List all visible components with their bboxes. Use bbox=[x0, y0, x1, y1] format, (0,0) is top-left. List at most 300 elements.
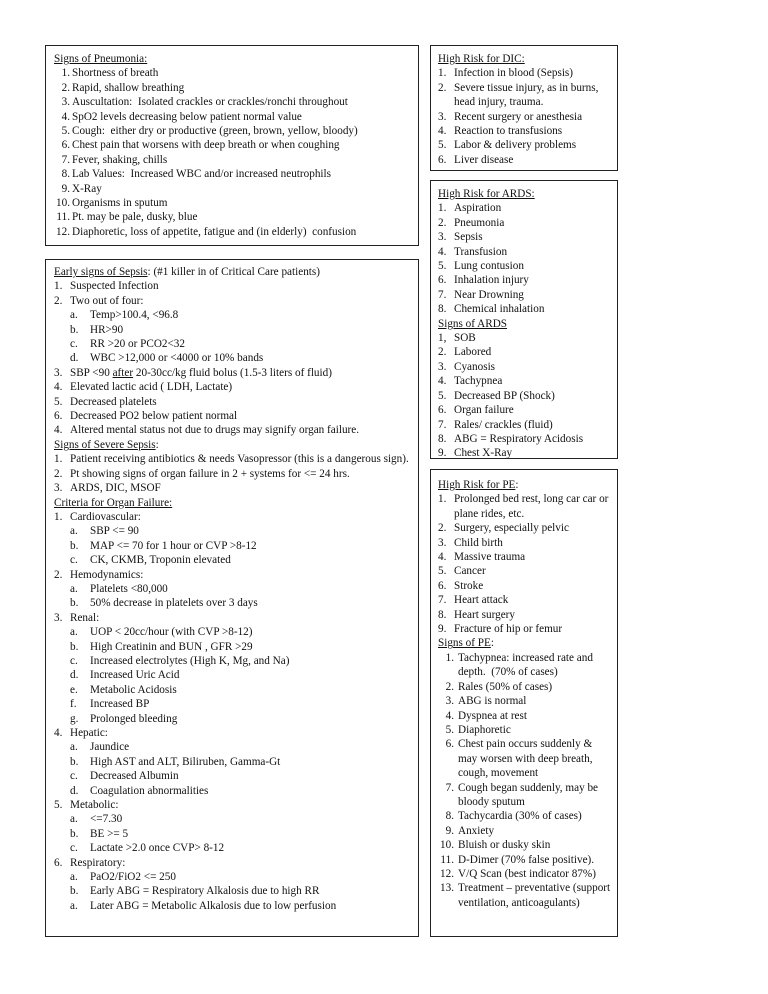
list-subtext: Coagulation abnormalities bbox=[90, 784, 209, 797]
list-text: Tachycardia (30% of cases) bbox=[458, 810, 582, 823]
list-text: Tachypnea: increased rate and depth. (70% of cases) bbox=[458, 651, 596, 679]
list-number: 6. bbox=[54, 410, 63, 423]
ards-risk-item bbox=[438, 245, 611, 259]
list-number: 4. bbox=[54, 727, 63, 739]
list-subitem bbox=[54, 683, 410, 697]
list-text: SOB bbox=[454, 332, 476, 345]
list-number: 8. bbox=[438, 608, 447, 621]
sepsis-early-subitem bbox=[54, 351, 410, 365]
sepsis-sbp-item: 3. SBP <90 after 20-30cc/kg fluid bolus (1.5-3 liters of fluid) bbox=[54, 366, 332, 379]
list-text: WBC >12,000 or <4000 or 10% bands bbox=[90, 352, 264, 365]
list-text: Near Drowning bbox=[454, 288, 524, 301]
list-text: Elevated lactic acid ( LDH, Lactate) bbox=[70, 381, 233, 394]
list-subtext: 50% decrease in platelets over 3 days bbox=[90, 597, 258, 610]
ards-risk-item bbox=[438, 216, 611, 230]
dic-item bbox=[438, 124, 611, 138]
list-number: 4. bbox=[445, 709, 454, 722]
pe-risk-item bbox=[438, 579, 611, 593]
ards-sign-item bbox=[438, 403, 611, 417]
list-number: 2. bbox=[61, 81, 70, 94]
list-number: 11. bbox=[56, 211, 70, 224]
list-number: 6. bbox=[438, 274, 447, 287]
list-number: b. bbox=[70, 323, 79, 336]
list-number: 2. bbox=[54, 568, 63, 581]
pe-risk-item bbox=[438, 536, 611, 550]
pneumonia-item bbox=[54, 95, 410, 109]
list-text: Organ failure bbox=[454, 404, 514, 417]
list-subitem bbox=[54, 640, 410, 654]
list-number: c. bbox=[70, 338, 78, 351]
list-text: Hemodynamics: bbox=[70, 568, 144, 581]
list-text: D-Dimer (70% false positive). bbox=[458, 853, 595, 866]
list-number: 4. bbox=[438, 125, 447, 138]
list-number: 2. bbox=[438, 522, 447, 535]
ards-sign-item bbox=[438, 432, 611, 446]
list-text: Suspected Infection bbox=[70, 280, 159, 293]
dic-item bbox=[438, 66, 611, 80]
list-number: 2. bbox=[445, 680, 454, 693]
list-text: Severe tissue injury, as in burns, head injury, trauma. bbox=[454, 81, 602, 109]
list-text: Anxiety bbox=[458, 824, 495, 837]
list-subitem bbox=[54, 841, 410, 855]
pneumonia-title: Signs of Pneumonia: bbox=[54, 53, 148, 65]
severe-sepsis-item bbox=[54, 467, 410, 481]
sepsis-title-suffix: : (#1 killer in of Critical Care patients) bbox=[147, 266, 320, 278]
list-number: 6. bbox=[438, 153, 447, 166]
pe-risk-item bbox=[438, 593, 611, 607]
dic-list bbox=[438, 66, 611, 167]
ards-sign-item bbox=[438, 446, 611, 459]
sepsis-early-item bbox=[54, 380, 410, 394]
list-number: 10. bbox=[440, 839, 454, 852]
sepsis-early-subitem bbox=[54, 337, 410, 351]
list-subitem bbox=[54, 539, 410, 553]
list-subitem bbox=[54, 596, 410, 610]
list-text: V/Q Scan (best indicator 87%) bbox=[458, 867, 596, 880]
list-subitem bbox=[54, 712, 410, 726]
list-number: 1. bbox=[54, 453, 63, 466]
list-subnumber: a. bbox=[70, 871, 78, 884]
list-text: Recent surgery or anesthesia bbox=[454, 110, 583, 123]
list-subtext: High Creatinin and BUN , GFR >29 bbox=[90, 640, 253, 653]
pneumonia-item bbox=[54, 138, 410, 152]
list-subitem bbox=[54, 755, 410, 769]
list-number: 5. bbox=[438, 565, 447, 578]
list-number: 5. bbox=[438, 260, 447, 273]
list-number: 6. bbox=[61, 139, 70, 152]
pneumonia-item bbox=[54, 182, 410, 196]
pe-sign-item bbox=[438, 737, 611, 780]
list-number: 9. bbox=[61, 182, 70, 195]
list-subtext: Platelets <80,000 bbox=[90, 582, 168, 595]
list-text: Two out of four: bbox=[70, 294, 144, 307]
list-number: 1. bbox=[438, 493, 447, 506]
pe-sign-item bbox=[438, 853, 611, 867]
list-number: 7. bbox=[438, 594, 447, 607]
pe-sign-item bbox=[438, 824, 611, 838]
list-text: Patient receiving antibiotics & needs Vasopressor (this is a dangerous sign). bbox=[70, 453, 409, 466]
list-text: Lung contusion bbox=[454, 260, 524, 273]
list-text: Liver disease bbox=[454, 153, 514, 166]
list-subnumber: a. bbox=[70, 899, 78, 912]
ards-risk-item bbox=[438, 288, 611, 302]
list-subtext: Prolonged bleeding bbox=[90, 712, 178, 725]
dic-item bbox=[438, 110, 611, 124]
list-number: 1. bbox=[61, 67, 70, 80]
dic-box bbox=[430, 45, 618, 171]
pe-risk-item bbox=[438, 521, 611, 535]
list-subnumber: b. bbox=[70, 539, 79, 552]
ards-signs-title: Signs of ARDS bbox=[438, 317, 508, 330]
sepsis-early-sublist bbox=[54, 308, 410, 366]
severe-sepsis-item bbox=[54, 481, 410, 495]
criteria-item bbox=[54, 611, 410, 625]
list-subnumber: a. bbox=[70, 626, 78, 639]
pneumonia-item bbox=[54, 81, 410, 95]
list-number: 2. bbox=[54, 467, 63, 480]
list-text: Lab Values: Increased WBC and/or increased neutrophils bbox=[72, 168, 331, 181]
list-number: 2. bbox=[438, 346, 447, 359]
pneumonia-item bbox=[54, 225, 410, 239]
list-subtext: Lactate >2.0 once CVP> 8-12 bbox=[90, 842, 225, 855]
list-number: 12. bbox=[440, 867, 454, 880]
list-subnumber: a. bbox=[70, 741, 78, 754]
list-number: 8. bbox=[438, 432, 447, 445]
list-text: Bluish or dusky skin bbox=[458, 839, 551, 852]
list-number: 3. bbox=[54, 611, 63, 624]
list-number: d. bbox=[70, 352, 79, 365]
list-subitem bbox=[54, 524, 410, 538]
ards-signs-list bbox=[438, 331, 611, 459]
pneumonia-box bbox=[45, 45, 419, 246]
list-text: Shortness of breath bbox=[72, 67, 159, 80]
pe-sign-item bbox=[438, 709, 611, 723]
ards-sign-item bbox=[438, 360, 611, 374]
list-subnumber: c. bbox=[70, 554, 78, 567]
list-text: Chest pain occurs suddenly & may worsen with deep breath, cough, movement bbox=[458, 738, 596, 780]
ards-sign-item bbox=[438, 389, 611, 403]
severe-sepsis-title: Signs of Severe Sepsis bbox=[54, 438, 156, 451]
list-number: 5. bbox=[438, 139, 447, 152]
criteria-title: Criteria for Organ Failure: bbox=[54, 496, 173, 509]
list-number: 7. bbox=[438, 418, 447, 431]
list-subnumber: b. bbox=[70, 640, 79, 653]
list-text: Organisms in sputum bbox=[72, 197, 168, 210]
list-subnumber: b. bbox=[70, 597, 79, 610]
ards-sign-item bbox=[438, 345, 611, 359]
list-text: Heart attack bbox=[454, 594, 509, 607]
list-text: Respiratory: bbox=[70, 856, 126, 869]
list-text: Decreased PO2 below patient normal bbox=[70, 410, 238, 423]
list-number: a. bbox=[70, 309, 78, 322]
list-text: Heart surgery bbox=[454, 608, 515, 621]
list-text: Stroke bbox=[454, 579, 484, 592]
list-text: Cough began suddenly, may be bloody sputum bbox=[458, 781, 601, 808]
list-text: Aspiration bbox=[454, 202, 502, 215]
list-subnumber: c. bbox=[70, 770, 78, 783]
list-number: 6. bbox=[438, 579, 447, 592]
list-text: Cancer bbox=[454, 565, 486, 578]
list-text: Fracture of hip or femur bbox=[454, 623, 563, 636]
pe-sign-item bbox=[438, 809, 611, 823]
list-text: Surgery, especially pelvic bbox=[454, 522, 569, 535]
list-subtext: <=7.30 bbox=[90, 813, 123, 826]
pe-sign-item bbox=[438, 680, 611, 694]
list-subitem bbox=[54, 827, 410, 841]
pe-sign-item bbox=[438, 694, 611, 708]
sepsis-early-item bbox=[54, 409, 410, 423]
list-text: Temp>100.4, <96.8 bbox=[90, 309, 179, 322]
ards-sign-item bbox=[438, 331, 611, 345]
list-subnumber: d. bbox=[70, 669, 79, 682]
list-number: 1, bbox=[438, 332, 447, 345]
dic-title: High Risk for DIC: bbox=[438, 53, 525, 65]
list-subnumber: a. bbox=[70, 525, 78, 538]
list-subitem bbox=[54, 553, 410, 567]
list-text: RR >20 or PCO2<32 bbox=[90, 338, 185, 351]
list-subnumber: e. bbox=[70, 683, 78, 696]
ards-risk-item bbox=[438, 230, 611, 244]
list-text: ABG is normal bbox=[458, 695, 527, 708]
sepsis-early-subitem bbox=[54, 308, 410, 322]
list-subnumber: d. bbox=[70, 784, 79, 797]
pneumonia-item bbox=[54, 110, 410, 124]
sepsis-early-list bbox=[54, 279, 410, 308]
ards-risk-item bbox=[438, 302, 611, 316]
list-text: Rapid, shallow breathing bbox=[72, 81, 185, 94]
list-number: 1. bbox=[445, 651, 454, 664]
list-subitem bbox=[54, 812, 410, 826]
list-number: 7. bbox=[445, 781, 454, 794]
pe-sign-item bbox=[438, 781, 611, 810]
list-subnumber: a. bbox=[70, 813, 78, 826]
list-text: Labored bbox=[454, 346, 492, 359]
list-text: Decreased BP (Shock) bbox=[454, 389, 555, 402]
sepsis-early-item bbox=[54, 395, 410, 409]
sepsis-title: Early signs of Sepsis bbox=[54, 266, 148, 278]
list-number: 3. bbox=[54, 482, 63, 495]
pe-sign-item bbox=[438, 867, 611, 881]
list-text: Fever, shaking, chills bbox=[72, 153, 168, 166]
list-text: Rales/ crackles (fluid) bbox=[454, 418, 553, 431]
sepsis-early-subitem bbox=[54, 323, 410, 337]
list-subitem bbox=[54, 625, 410, 639]
list-subnumber: g. bbox=[70, 712, 79, 725]
list-subtext: PaO2/FiO2 <= 250 bbox=[90, 871, 176, 884]
sepsis-heading bbox=[54, 265, 410, 279]
list-text: Rales (50% of cases) bbox=[458, 680, 553, 693]
list-number: 5. bbox=[54, 395, 63, 408]
list-number: 3. bbox=[438, 360, 447, 373]
pe-sign-item bbox=[438, 838, 611, 852]
list-text: Prolonged bed rest, long car car or plane rides, etc. bbox=[454, 493, 612, 520]
list-text: Treatment – preventative (support ventilation, anticoagulants) bbox=[458, 882, 613, 909]
ards-sign-item bbox=[438, 374, 611, 388]
list-subtext: Early ABG = Respiratory Alkalosis due to high RR bbox=[90, 885, 320, 898]
list-number: 7. bbox=[61, 153, 70, 166]
list-number: 6. bbox=[54, 856, 63, 869]
list-text: Dyspnea at rest bbox=[458, 709, 527, 722]
pe-risk-item bbox=[438, 550, 611, 564]
list-text: Chest pain that worsens with deep breath or when coughing bbox=[72, 139, 340, 152]
list-number: 2. bbox=[54, 294, 63, 307]
list-subnumber: c. bbox=[70, 654, 78, 667]
dic-item bbox=[438, 81, 611, 110]
criteria-item bbox=[54, 726, 410, 740]
list-text: Auscultation: Isolated crackles or crackles/ronchi throughout bbox=[72, 96, 348, 109]
list-subtext: Increased Uric Acid bbox=[90, 669, 180, 682]
severe-sepsis-item bbox=[54, 452, 410, 466]
list-text: Transfusion bbox=[454, 245, 508, 258]
list-text: Sepsis bbox=[454, 231, 483, 244]
list-subitem bbox=[54, 870, 410, 884]
dic-item bbox=[438, 138, 611, 152]
list-subtext: Later ABG = Metabolic Alkalosis due to low perfusion bbox=[90, 899, 337, 912]
dic-item bbox=[438, 153, 611, 167]
sepsis-early-item bbox=[54, 294, 410, 308]
pe-sign-item bbox=[438, 723, 611, 737]
list-number: 4. bbox=[54, 381, 63, 394]
list-number: 4. bbox=[438, 551, 447, 564]
list-text: ARDS, DIC, MSOF bbox=[70, 482, 161, 495]
ards-risk-item bbox=[438, 273, 611, 287]
severe-sepsis-list bbox=[54, 452, 410, 495]
pneumonia-item bbox=[54, 196, 410, 210]
list-subnumber: c. bbox=[70, 842, 78, 855]
list-number: 11. bbox=[440, 853, 454, 866]
list-text: Diaphoretic, loss of appetite, fatigue and (in elderly) confusion bbox=[72, 225, 357, 238]
list-number: 8. bbox=[445, 810, 454, 823]
list-text: Inhalation injury bbox=[454, 274, 529, 287]
list-number: 6. bbox=[438, 404, 447, 417]
list-number: 2. bbox=[438, 81, 447, 94]
list-text: Cardiovascular: bbox=[70, 510, 141, 523]
list-text: Pt. may be pale, dusky, blue bbox=[72, 211, 198, 224]
criteria-item bbox=[54, 798, 410, 812]
list-subtext: Increased electrolytes (High K, Mg, and Na) bbox=[90, 654, 290, 667]
list-text: Metabolic: bbox=[70, 799, 119, 812]
sepsis-box bbox=[45, 259, 419, 937]
criteria-item bbox=[54, 510, 410, 524]
list-number: 4. bbox=[438, 375, 447, 388]
list-number: 9. bbox=[438, 447, 447, 459]
list-subitem bbox=[54, 740, 410, 754]
list-number: 12. bbox=[56, 225, 70, 238]
list-number: 10. bbox=[56, 197, 70, 210]
list-number: 1. bbox=[54, 280, 63, 293]
list-number: 8. bbox=[438, 303, 447, 316]
list-number: 3. bbox=[438, 231, 447, 244]
list-subtext: Increased BP bbox=[90, 698, 150, 711]
list-number: 3. bbox=[438, 536, 447, 549]
ards-risk-item bbox=[438, 201, 611, 215]
list-subtext: MAP <= 70 for 1 hour or CVP >8-12 bbox=[90, 539, 257, 552]
list-subtext: SBP <= 90 bbox=[90, 525, 139, 538]
list-subtext: CK, CKMB, Troponin elevated bbox=[90, 554, 231, 567]
list-number: 8. bbox=[61, 168, 70, 181]
list-text: Infection in blood (Sepsis) bbox=[454, 67, 574, 80]
pneumonia-item bbox=[54, 124, 410, 138]
pneumonia-item bbox=[54, 167, 410, 181]
list-number: 4. bbox=[54, 424, 63, 437]
ards-title: High Risk for ARDS: bbox=[438, 188, 535, 200]
pe-risk-item bbox=[438, 608, 611, 622]
ards-box bbox=[430, 180, 618, 459]
list-subitem bbox=[54, 784, 410, 798]
list-number: 1. bbox=[54, 510, 63, 523]
list-subnumber: f. bbox=[70, 698, 77, 711]
list-number: 13. bbox=[440, 882, 454, 895]
list-subitem bbox=[54, 668, 410, 682]
list-text: Cyanosis bbox=[454, 360, 496, 373]
list-text: Altered mental status not due to drugs may signify organ failure. bbox=[70, 424, 360, 437]
pe-risk-item bbox=[438, 622, 611, 636]
pe-sign-item bbox=[438, 651, 611, 680]
pe-risk-item bbox=[438, 492, 611, 521]
list-subnumber: b. bbox=[70, 827, 79, 840]
list-subtext: Metabolic Acidosis bbox=[90, 683, 177, 696]
list-text: Massive trauma bbox=[454, 551, 526, 564]
list-number: 6. bbox=[445, 738, 454, 751]
list-number: 3. bbox=[445, 695, 454, 708]
list-text: Chemical inhalation bbox=[454, 303, 545, 316]
list-subitem bbox=[54, 899, 410, 913]
pe-heading: High Risk for PE: bbox=[438, 479, 519, 491]
list-number: 5. bbox=[445, 723, 454, 736]
list-number: 5. bbox=[438, 389, 447, 402]
pe-signs-list bbox=[438, 651, 611, 910]
list-text: Pneumonia bbox=[454, 216, 505, 229]
list-subtext: Decreased Albumin bbox=[90, 770, 179, 783]
list-text: Cough: either dry or productive (green, brown, yellow, bloody) bbox=[72, 125, 358, 138]
severe-sepsis-heading: Signs of Severe Sepsis: bbox=[54, 438, 159, 451]
sepsis-early-item bbox=[54, 279, 410, 293]
list-text: HR>90 bbox=[90, 323, 124, 336]
list-subitem bbox=[54, 769, 410, 783]
pe-signs-title: Signs of PE bbox=[438, 637, 491, 650]
pe-signs-heading: Signs of PE: bbox=[438, 637, 494, 650]
list-subitem bbox=[54, 697, 410, 711]
list-number: 5. bbox=[54, 799, 63, 812]
list-subtext: High AST and ALT, Biliruben, Gamma-Gt bbox=[90, 755, 281, 768]
criteria-item bbox=[54, 568, 410, 582]
list-number: 9. bbox=[445, 824, 454, 837]
pe-risk-item bbox=[438, 564, 611, 578]
list-subitem bbox=[54, 582, 410, 596]
list-text: ABG = Respiratory Acidosis bbox=[454, 432, 584, 445]
pe-title: High Risk for PE bbox=[438, 479, 516, 491]
ards-sign-item bbox=[438, 418, 611, 432]
pe-sign-item bbox=[438, 881, 611, 910]
sepsis-early-list-2 bbox=[54, 380, 410, 438]
ards-risk-item bbox=[438, 259, 611, 273]
list-text: Labor & delivery problems bbox=[454, 139, 577, 152]
pneumonia-item bbox=[54, 210, 410, 224]
criteria-list bbox=[54, 510, 410, 913]
list-subnumber: a. bbox=[70, 582, 78, 595]
list-text: Pt showing signs of organ failure in 2 + systems for <= 24 hrs. bbox=[70, 467, 350, 480]
sepsis-early-item bbox=[54, 423, 410, 437]
pe-box bbox=[430, 469, 618, 937]
pneumonia-item bbox=[54, 153, 410, 167]
pneumonia-list bbox=[54, 66, 410, 239]
list-number: 9. bbox=[438, 623, 447, 636]
list-number: 7. bbox=[438, 288, 447, 301]
pe-risk-list bbox=[438, 492, 611, 636]
list-subnumber: b. bbox=[70, 755, 79, 768]
list-subtext: UOP < 20cc/hour (with CVP >8-12) bbox=[90, 626, 253, 639]
list-number: 4. bbox=[61, 110, 70, 123]
